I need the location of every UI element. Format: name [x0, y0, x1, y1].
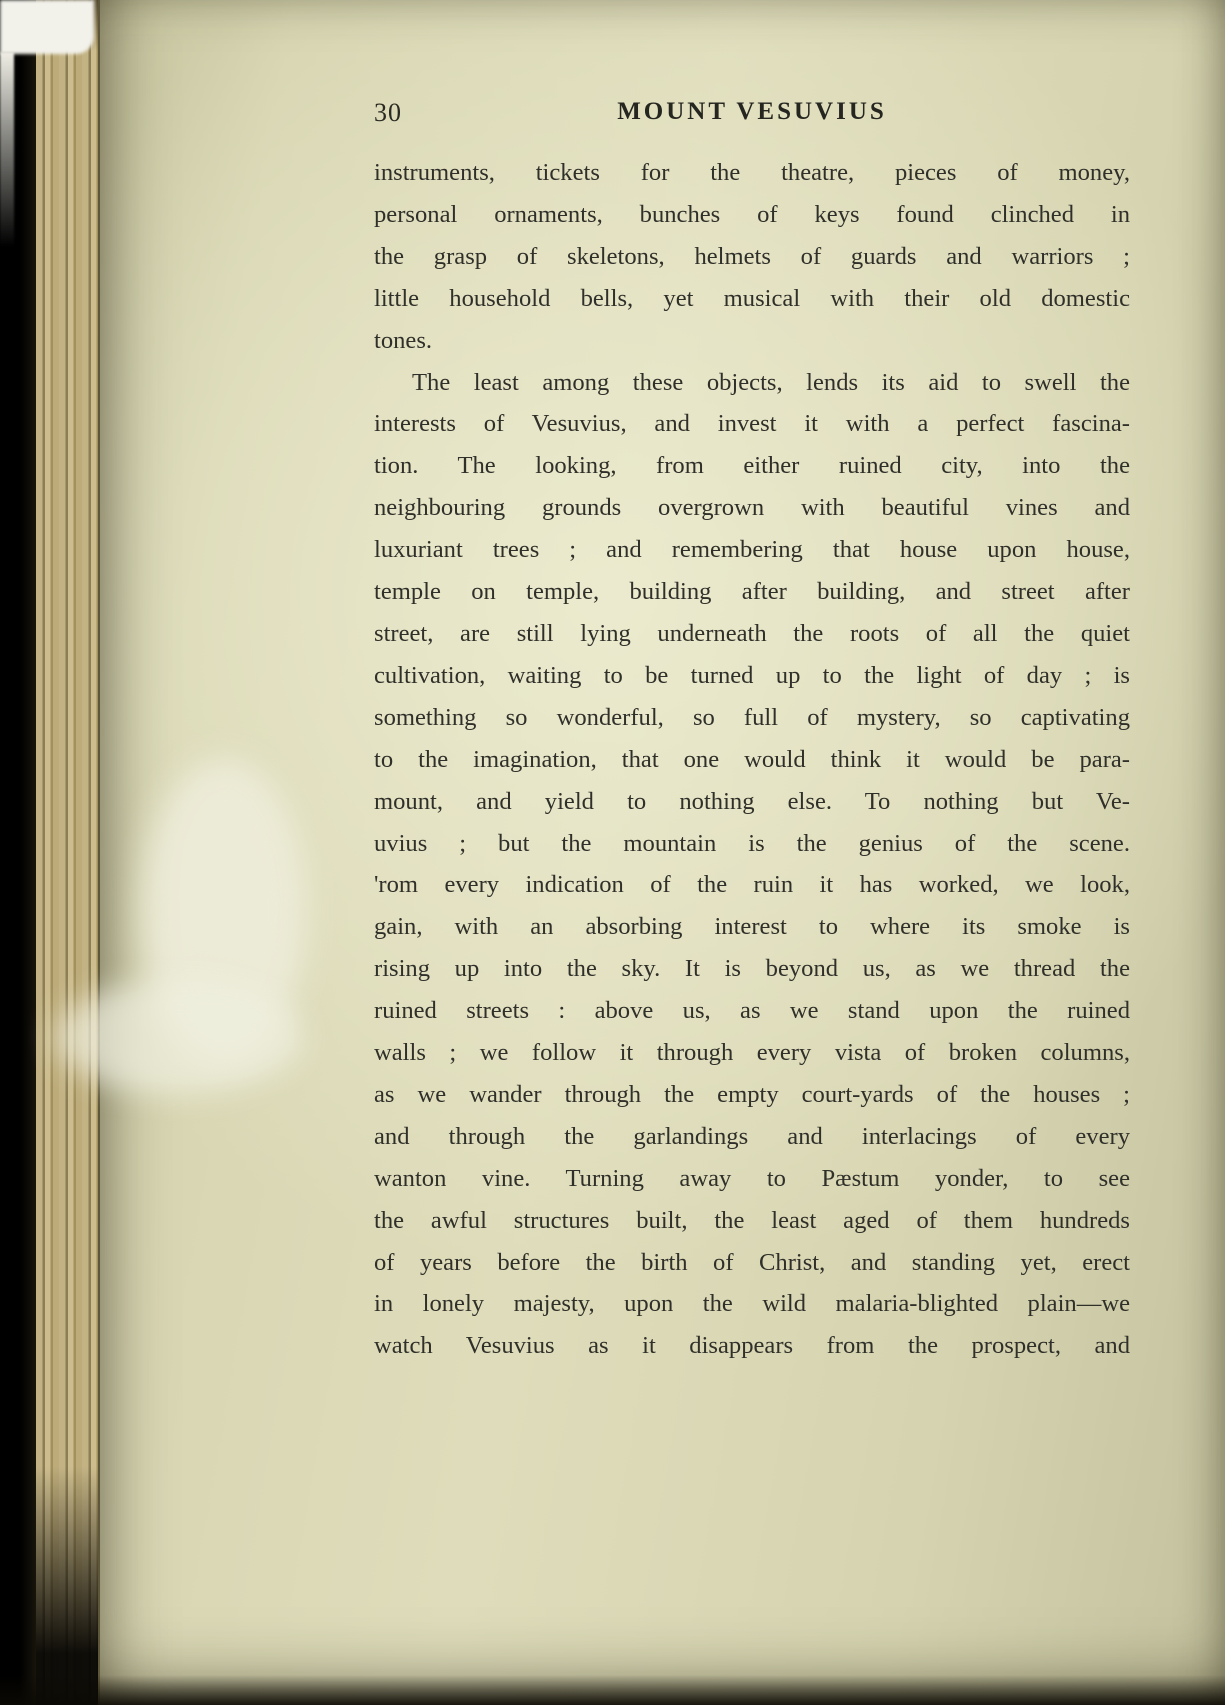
text-line: as we wander through the empty court-yards of the houses ; [374, 1080, 1130, 1108]
text-line: tion. The looking, from either ruined city, into the [374, 452, 1130, 480]
text-line: tones. [374, 326, 433, 354]
text-line: rising up into the sky. It is beyond us, as we thread the [374, 955, 1130, 983]
text-line: in lonely majesty, upon the wild malaria-blighted plain—we [374, 1290, 1130, 1318]
bottom-shadow [0, 1675, 1225, 1705]
text-line: the awful structures built, the least aged of them hundreds [374, 1206, 1130, 1234]
text-line: to the imagination, that one would think it would be para- [374, 745, 1130, 773]
binding-edge [0, 0, 36, 1705]
text-line: gain, with an absorbing interest to where its smoke is [374, 913, 1130, 941]
text-line: neighbouring grounds overgrown with beautiful vines and [374, 494, 1130, 522]
text-line: personal ornaments, bunches of keys found clinched in [374, 200, 1130, 228]
text-line: ruined streets : above us, as we stand upon the ruined [374, 997, 1130, 1025]
running-head: MOUNT VESUVIUS [617, 98, 887, 125]
scan-white-corner [0, 0, 94, 54]
text-line: of years before the birth of Christ, and standing yet, erect [374, 1248, 1130, 1276]
text-line: The least among these objects, lends its aid to swell the [412, 368, 1130, 396]
text-line: walls ; we follow it through every vista of broken columns, [374, 1039, 1130, 1067]
book-page [96, 0, 1225, 1705]
scan-white-strip [0, 52, 14, 247]
text-line: uvius ; but the mountain is the genius of the scene. [374, 829, 1130, 857]
text-line: watch Vesuvius as it disappears from the prospect, and [374, 1332, 1130, 1360]
text-line: mount, and yield to nothing else. To nothing but Ve- [374, 787, 1130, 815]
page-edge-stack [36, 0, 100, 1705]
text-line: street, are still lying underneath the roots of all the quiet [374, 619, 1130, 647]
text-line: luxuriant trees ; and remembering that house upon house, [374, 536, 1130, 564]
text-line: something so wonderful, so full of mystery, so captivating [374, 703, 1130, 731]
text-line: temple on temple, building after building, and street after [374, 578, 1130, 606]
text-line: cultivation, waiting to be turned up to the light of day ; is [374, 661, 1130, 689]
text-line: interests of Vesuvius, and invest it with a perfect fascina- [374, 410, 1130, 438]
page-number: 30 [374, 98, 402, 127]
text-block [374, 152, 1130, 1367]
text-line: the grasp of skeletons, helmets of guards and warriors ; [374, 242, 1130, 270]
text-line: and through the garlandings and interlacings of every [374, 1122, 1130, 1150]
text-line: little household bells, yet musical with their old domestic [374, 284, 1130, 312]
text-line: 'rom every indication of the ruin it has worked, we look, [374, 871, 1130, 899]
text-line: wanton vine. Turning away to Pæstum yonder, to see [374, 1164, 1130, 1192]
text-line: instruments, tickets for the theatre, pieces of money, [374, 159, 1130, 186]
